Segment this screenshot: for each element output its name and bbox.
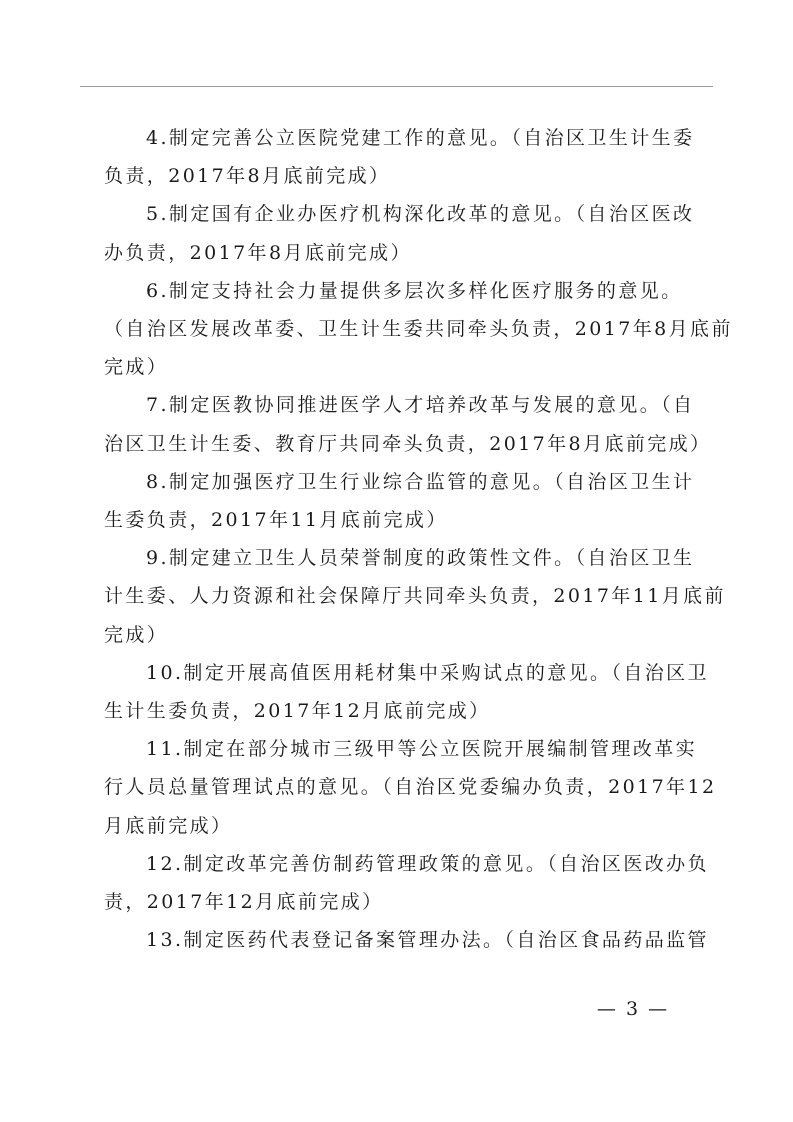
paragraph-item-9 — [104, 539, 726, 654]
paragraph-item-6 — [104, 272, 733, 387]
paragraph-item-12 — [104, 845, 709, 921]
text-line: 完成） — [104, 623, 169, 646]
text-line: 12.制定改革完善仿制药管理政策的意见。（自治区医改办负 — [146, 852, 709, 875]
text-line: 13.制定医药代表登记备案管理办法。（自治区食品药品监管 — [146, 929, 709, 952]
text-line: 负责，2017年8月底前完成） — [104, 165, 391, 188]
paragraph-item-13 — [104, 921, 709, 959]
text-line: 7.制定医教协同推进医学人才培养改革与发展的意见。（自 — [146, 394, 695, 417]
header-rule — [80, 86, 713, 87]
paragraph-item-10 — [104, 654, 709, 730]
text-line: 10.制定开展高值医用耗材集中采购试点的意见。（自治区卫 — [146, 661, 709, 684]
text-line: 行人员总量管理试点的意见。（自治区党委编办负责，2017年12 — [104, 776, 717, 799]
text-line: 生计生委负责，2017年12月底前完成） — [104, 700, 491, 723]
text-line: 生委负责，2017年11月底前完成） — [104, 509, 448, 532]
paragraph-item-7 — [104, 386, 712, 462]
text-line: （自治区发展改革委、卫生计生委共同牵头负责，2017年8月底前 — [104, 318, 733, 341]
paragraph-item-5 — [104, 195, 695, 271]
text-line: 责，2017年12月底前完成） — [104, 891, 384, 914]
text-line: 9.制定建立卫生人员荣誉制度的政策性文件。（自治区卫生 — [146, 547, 695, 570]
text-line: 6.制定支持社会力量提供多层次多样化医疗服务的意见。 — [146, 279, 683, 302]
text-line: 8.制定加强医疗卫生行业综合监管的意见。（自治区卫生计 — [146, 470, 695, 493]
text-line: 11.制定在部分城市三级甲等公立医院开展编制管理改革实 — [146, 738, 698, 761]
text-line: 治区卫生计生委、教育厅共同牵头负责，2017年8月底前完成） — [104, 432, 712, 455]
text-line: 月底前完成） — [104, 814, 233, 837]
document-body — [104, 119, 733, 959]
text-line: 完成） — [104, 356, 169, 379]
text-line: 5.制定国有企业办医疗机构深化改革的意见。（自治区医改 — [146, 203, 695, 226]
text-line: 计生委、人力资源和社会保障厅共同牵头负责，2017年11月底前 — [104, 585, 726, 608]
text-line: 4.制定完善公立医院党建工作的意见。（自治区卫生计生委 — [146, 127, 695, 149]
paragraph-item-11 — [104, 730, 717, 845]
paragraph-item-4 — [104, 119, 695, 195]
text-line: 办负责，2017年8月底前完成） — [104, 241, 412, 264]
page-number: — 3 — — [596, 998, 670, 1020]
paragraph-item-8 — [104, 463, 695, 539]
